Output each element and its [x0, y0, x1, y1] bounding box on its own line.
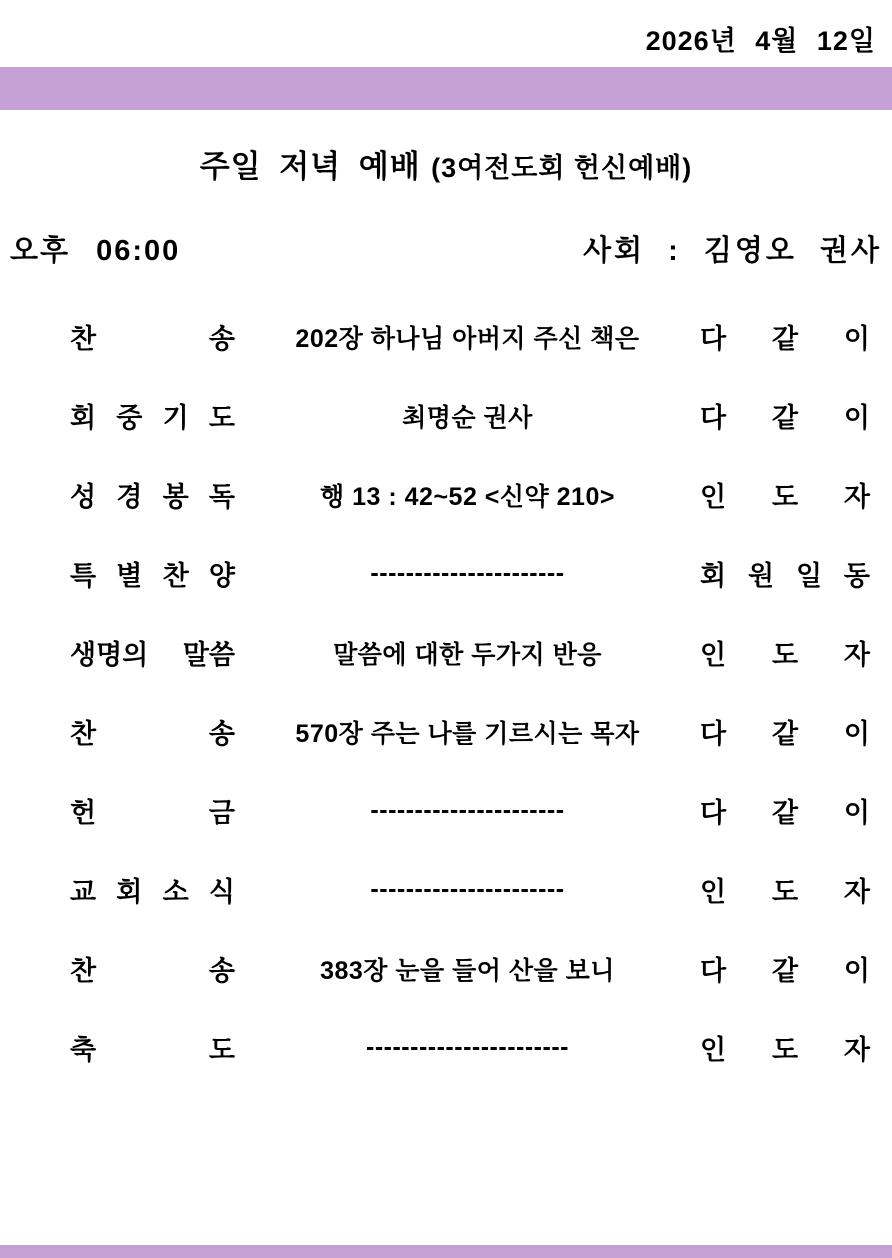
program-item-performer: 인 도 자: [700, 1035, 870, 1065]
program-row: [0, 771, 892, 850]
program-item-label: 찬 송: [70, 956, 235, 986]
program-item-content: ----------------------: [370, 559, 565, 587]
program-row: [0, 534, 892, 613]
program-item-label: 헌 금: [70, 798, 235, 828]
program-item-content: 570장 주는 나를 기르시는 목자: [295, 719, 640, 748]
program-item-performer: 회 원 일 동: [700, 561, 870, 591]
program-row: [0, 1008, 892, 1087]
program-item-performer: 다 같 이: [700, 719, 870, 749]
program-item-label: 축 도: [70, 1035, 235, 1065]
program-item-performer: 인 도 자: [700, 482, 870, 512]
program-item-performer: 인 도 자: [700, 640, 870, 670]
service-time: 오후 06:00: [10, 235, 181, 267]
program-item-performer: 다 같 이: [700, 798, 870, 828]
program-item-label: 생명의 말씀: [70, 640, 235, 670]
program-item-content: 말씀에 대한 두가지 반응: [333, 640, 602, 669]
program-item-performer: 다 같 이: [700, 403, 870, 433]
program-item-content: 최명순 권사: [402, 403, 533, 432]
program-item-label: 성 경 봉 독: [70, 482, 235, 512]
footer-accent-bar: [0, 1245, 892, 1258]
program-item-content: 202장 하나님 아버지 주신 책은: [295, 324, 640, 353]
program-item-content: ----------------------: [370, 796, 565, 824]
header-accent-bar: [0, 67, 892, 110]
program-row: [0, 376, 892, 455]
service-info-row: [0, 233, 892, 269]
program-item-label: 찬 송: [70, 324, 235, 354]
program-item-performer: 다 같 이: [700, 324, 870, 354]
page-title: [0, 147, 892, 193]
service-mc: 사회 : 김영오 권사: [583, 235, 882, 267]
program-row: [0, 455, 892, 534]
program-item-label: 회 중 기 도: [70, 403, 235, 433]
program-item-content: 383장 눈을 들어 산을 보니: [320, 956, 615, 985]
program-item-performer: 인 도 자: [700, 877, 870, 907]
program-item-label: 특 별 찬 양: [70, 561, 235, 591]
program-row: [0, 929, 892, 1008]
title-subtitle-text: (3여전도회 헌신예배): [431, 153, 693, 183]
program-item-content: 행 13 : 42~52 <신약 210>: [320, 482, 615, 511]
program-item-performer: 다 같 이: [700, 956, 870, 986]
program-item-content: ----------------------: [370, 875, 565, 903]
title-main-text: 주일 저녁 예배: [199, 149, 421, 184]
program-item-label: 교 회 소 식: [70, 877, 235, 907]
order-of-worship: [0, 297, 892, 1087]
program-item-content: -----------------------: [366, 1033, 569, 1061]
program-item-label: 찬 송: [70, 719, 235, 749]
program-row: [0, 297, 892, 376]
date-text: 2026년 4월 12일: [645, 26, 876, 56]
program-row: [0, 850, 892, 929]
program-row: [0, 692, 892, 771]
program-row: [0, 613, 892, 692]
